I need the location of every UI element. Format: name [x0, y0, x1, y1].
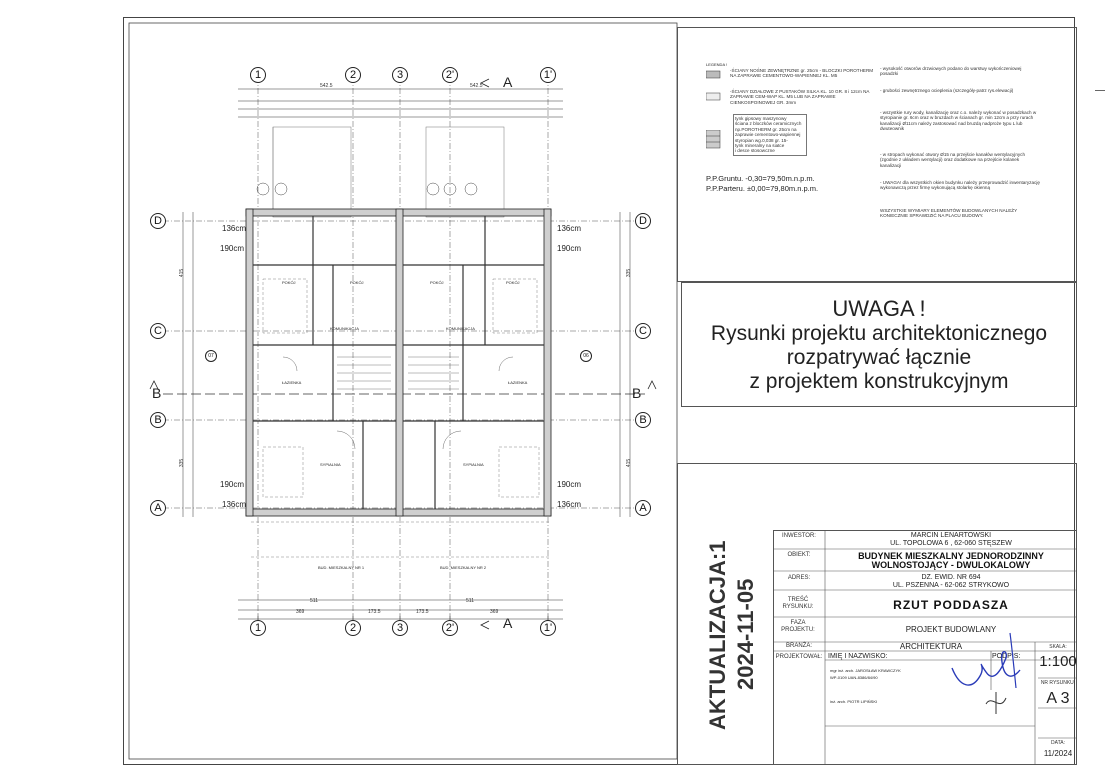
axis-a-left: A [150, 500, 166, 516]
axis-2-bottom: 2 [345, 620, 361, 636]
axis-2-top: 2 [345, 67, 361, 83]
axis-d-left: D [150, 213, 166, 229]
inwestor-label: INWESTOR: [782, 533, 816, 539]
podpis-label: PODPIS: [992, 653, 1021, 660]
axis-c-right: C [635, 323, 651, 339]
axis-b-left: B [150, 412, 166, 428]
room-label: POKÓJ [506, 280, 520, 285]
data-value: 11/2024 [1043, 749, 1073, 758]
callout-ar-136: 136cm [557, 500, 582, 509]
aktualizacja-label: AKTUALIZACJA:1 [705, 540, 730, 730]
dim-bottom-4: 369 [490, 609, 499, 615]
building-label-1: BUD. MIESZKALNY NR 1 [318, 565, 365, 570]
room-label: POKÓJ [430, 280, 444, 285]
callout-dl-190: 190cm [220, 244, 245, 253]
room-label: POKÓJ [350, 280, 364, 285]
pp-gruntu: P.P.Gruntu. -0,30=79,50m.n.p.m. [706, 174, 815, 183]
dim-side-left-1: 415 [179, 268, 186, 278]
axis-1p-bottom: 1' [540, 620, 556, 636]
person-2-name: inż. arch. PIOTR LIPIŃSKI [830, 699, 878, 704]
aktualizacja-date: 2024-11-05 [733, 578, 758, 690]
label-06: 06 [580, 350, 592, 362]
legend-item-2: -ŚCIANY DZIAŁOWE Z PUSTAKÓW SILKA KL. 10 GR. 8 i 12cm NA ZAPRAWIE CEM-WAP KL. M5 LUB NA ZAPRAWIE CIENKOSPOINOWEJ GR. 3mm [730, 89, 870, 105]
building-label-2: BUD. MIESZKALNY NR 2 [440, 565, 487, 570]
axis-b-right: B [635, 412, 651, 428]
person-1-name: mgr inż. arch. JAROSŁAW KRAWCZYK [830, 668, 901, 673]
uwaga-line-3: z projektem konstrukcyjnym [749, 370, 1009, 393]
uwaga-title: UWAGA ! [832, 296, 926, 321]
branza-value: ARCHITEKTURA [899, 642, 963, 651]
room-label: SYPIALNIA [320, 462, 341, 467]
section-b-right-label: B [632, 385, 642, 401]
callout-al-190: 190cm [220, 480, 245, 489]
adres-1: DZ. EWID. NR 694 [921, 574, 981, 581]
person-1-licence: WP-0109 UAN-8386/84/90 [830, 675, 878, 680]
room-label: KOMUNIKACJA [446, 326, 475, 331]
dim-bottom-3: 173.5 [416, 609, 429, 615]
dim-side-right-1: 335 [626, 268, 633, 278]
uwaga-line-1: Rysunki projektu architektonicznego [710, 322, 1048, 345]
section-a-bottom-label: A [503, 615, 513, 631]
legend-note-4: - w stropach wykonać otwory Ø15 na przejście kanałów wentylacyjnych (zgodnie z układem wentylacji) oraz dodatkowe na przejście kolanek kanalizacji [880, 152, 1026, 168]
dim-bottom2-1: 511 [310, 598, 318, 604]
axis-3-top: 3 [392, 67, 408, 83]
obiekt-label: OBIEKT: [787, 552, 811, 558]
dim-side-left-2: 335 [179, 458, 186, 468]
legend-note-1: - wysokość otworów drzwiowych podano do warstwy wykończeniowej posadzki [880, 66, 1022, 77]
axis-d-right: D [635, 213, 651, 229]
legend-wall-section-symbol [706, 130, 722, 150]
skala-label: SKALA: [1049, 644, 1067, 650]
room-label: KOMUNIKACJA [330, 326, 359, 331]
uwaga-line-2: rozpatrywać łącznie [786, 346, 972, 369]
legend-wall-symbol-1 [706, 70, 722, 80]
floor-plan-drawing [123, 17, 678, 765]
axis-1p-top: 1' [540, 67, 556, 83]
axis-3-bottom: 3 [392, 620, 408, 636]
data-label: DATA: [1051, 740, 1065, 746]
legend-note-5: - UWAGA! dla wszystkich okien budynku należy przeprowadzić inwentaryzację wykonawczą przez firmę wykonującą stolarkę okienną [880, 180, 1040, 191]
dim-bottom2-2: 511 [466, 598, 474, 604]
inwestor-address: UL. TOPOLOWA 6 , 62-060 STĘSZEW [890, 540, 1012, 547]
legend-note-2: - grubości zewnętrznego ocieplenia (szczegóły-patrz rys.elewacji) [880, 88, 1014, 93]
axis-1-top: 1 [250, 67, 266, 83]
callout-dr-190: 190cm [557, 244, 582, 253]
faza-label: FAZA PROJEKTU: [781, 620, 815, 633]
section-b-left-label: B [152, 385, 162, 401]
room-label: ŁAZIENKA [508, 380, 528, 385]
pp-parteru: P.P.Parteru. ±0,00=79,80m.n.p.m. [706, 184, 819, 193]
page-mark [1095, 90, 1105, 91]
dim-top-left: 542.5 [320, 83, 333, 89]
room-label: POKÓJ [282, 280, 296, 285]
section-a-top-label: A [503, 74, 513, 90]
obiekt-1: BUDYNEK MIESZKALNY JEDNORODZINNY [858, 551, 1044, 561]
signature-scribble [940, 628, 1030, 698]
inwestor-name: MARCIN LENARTOWSKI [910, 532, 992, 539]
obiekt-2: WOLNOSTOJĄCY - DWULOKALOWY [871, 560, 1031, 570]
legend-note-6: WSZYSTKIE WYMIARY ELEMENTÓW BUDOWLANYCH NALEŻY KONIECZNIE SPRAWDZIĆ NA PLACU BUDOWY. [880, 208, 1018, 219]
callout-al-136: 136cm [222, 500, 247, 509]
nr-rysunku-label: NR RYSUNKU: [1040, 680, 1076, 686]
projektowal-label: PROJEKTOWAŁ: [775, 654, 823, 660]
imie-label: IMIĘ I NAZWISKO: [828, 653, 888, 660]
legend-note-3: - wszystkie rury wody, kanalizację oraz c.o. należy wykonać w posadzkach w styropianie gr. 6cm oraz w bruzdach w ścianach gr. min 12cm a przy rurach kanalizacji Ø11cm należy zastosować nad bruzdą nadproże typu L lub dwuteownik [880, 110, 1037, 132]
legend-wall-symbol-2 [706, 92, 722, 102]
skala-value: 1:100 [1039, 653, 1077, 670]
room-label: SYPIALNIA [463, 462, 484, 467]
legend-item-3: tynk gipsowy maszynowy ściana z bloczków ceramicznych np.POROTHERM gr. 25cm na zaprawie cementowo-wapiennej styropian wg.0,038 gr. 15- tynk mineralny na siatce i desce stosowczne [733, 114, 807, 156]
dim-side-right-2: 415 [626, 458, 633, 468]
callout-ar-190: 190cm [557, 480, 582, 489]
axis-2p-top: 2' [442, 67, 458, 83]
dim-top-right: 542.5 [470, 83, 483, 89]
callout-dl-136: 136cm [222, 224, 247, 233]
legend-item-1: -ŚCIANY NOŚNE ZEWNĘTRZNE gr. 25cm - BLOCZKI POROTHERM NA ZAPRAWIE CEMENTOWO-WAPIENNEJ KL. M5 [730, 68, 874, 79]
branza-label: BRANŻA: [785, 643, 812, 649]
adres-2: UL. PSZENNA - 62-062 STRYKOWO [892, 582, 1010, 589]
room-label: ŁAZIENKA [282, 380, 302, 385]
dim-bottom-2: 173.5 [368, 609, 381, 615]
axis-c-left: C [150, 323, 166, 339]
axis-2p-bottom: 2' [442, 620, 458, 636]
legend-title: LEGENDA ! [706, 62, 728, 67]
axis-1-bottom: 1 [250, 620, 266, 636]
faza-value: PROJEKT BUDOWLANY [905, 625, 997, 634]
label-07: 07 [205, 350, 217, 362]
axis-a-right: A [635, 500, 651, 516]
adres-label: ADRES: [787, 575, 811, 581]
callout-dr-136: 136cm [557, 224, 582, 233]
dim-bottom-1: 369 [296, 609, 305, 615]
nr-rysunku-value: A 3 [1046, 690, 1070, 707]
tresc-label: TREŚĆ RYSUNKU: [782, 597, 814, 610]
tresc-value: RZUT PODDASZA [893, 598, 1009, 612]
signature-small [982, 690, 1012, 716]
